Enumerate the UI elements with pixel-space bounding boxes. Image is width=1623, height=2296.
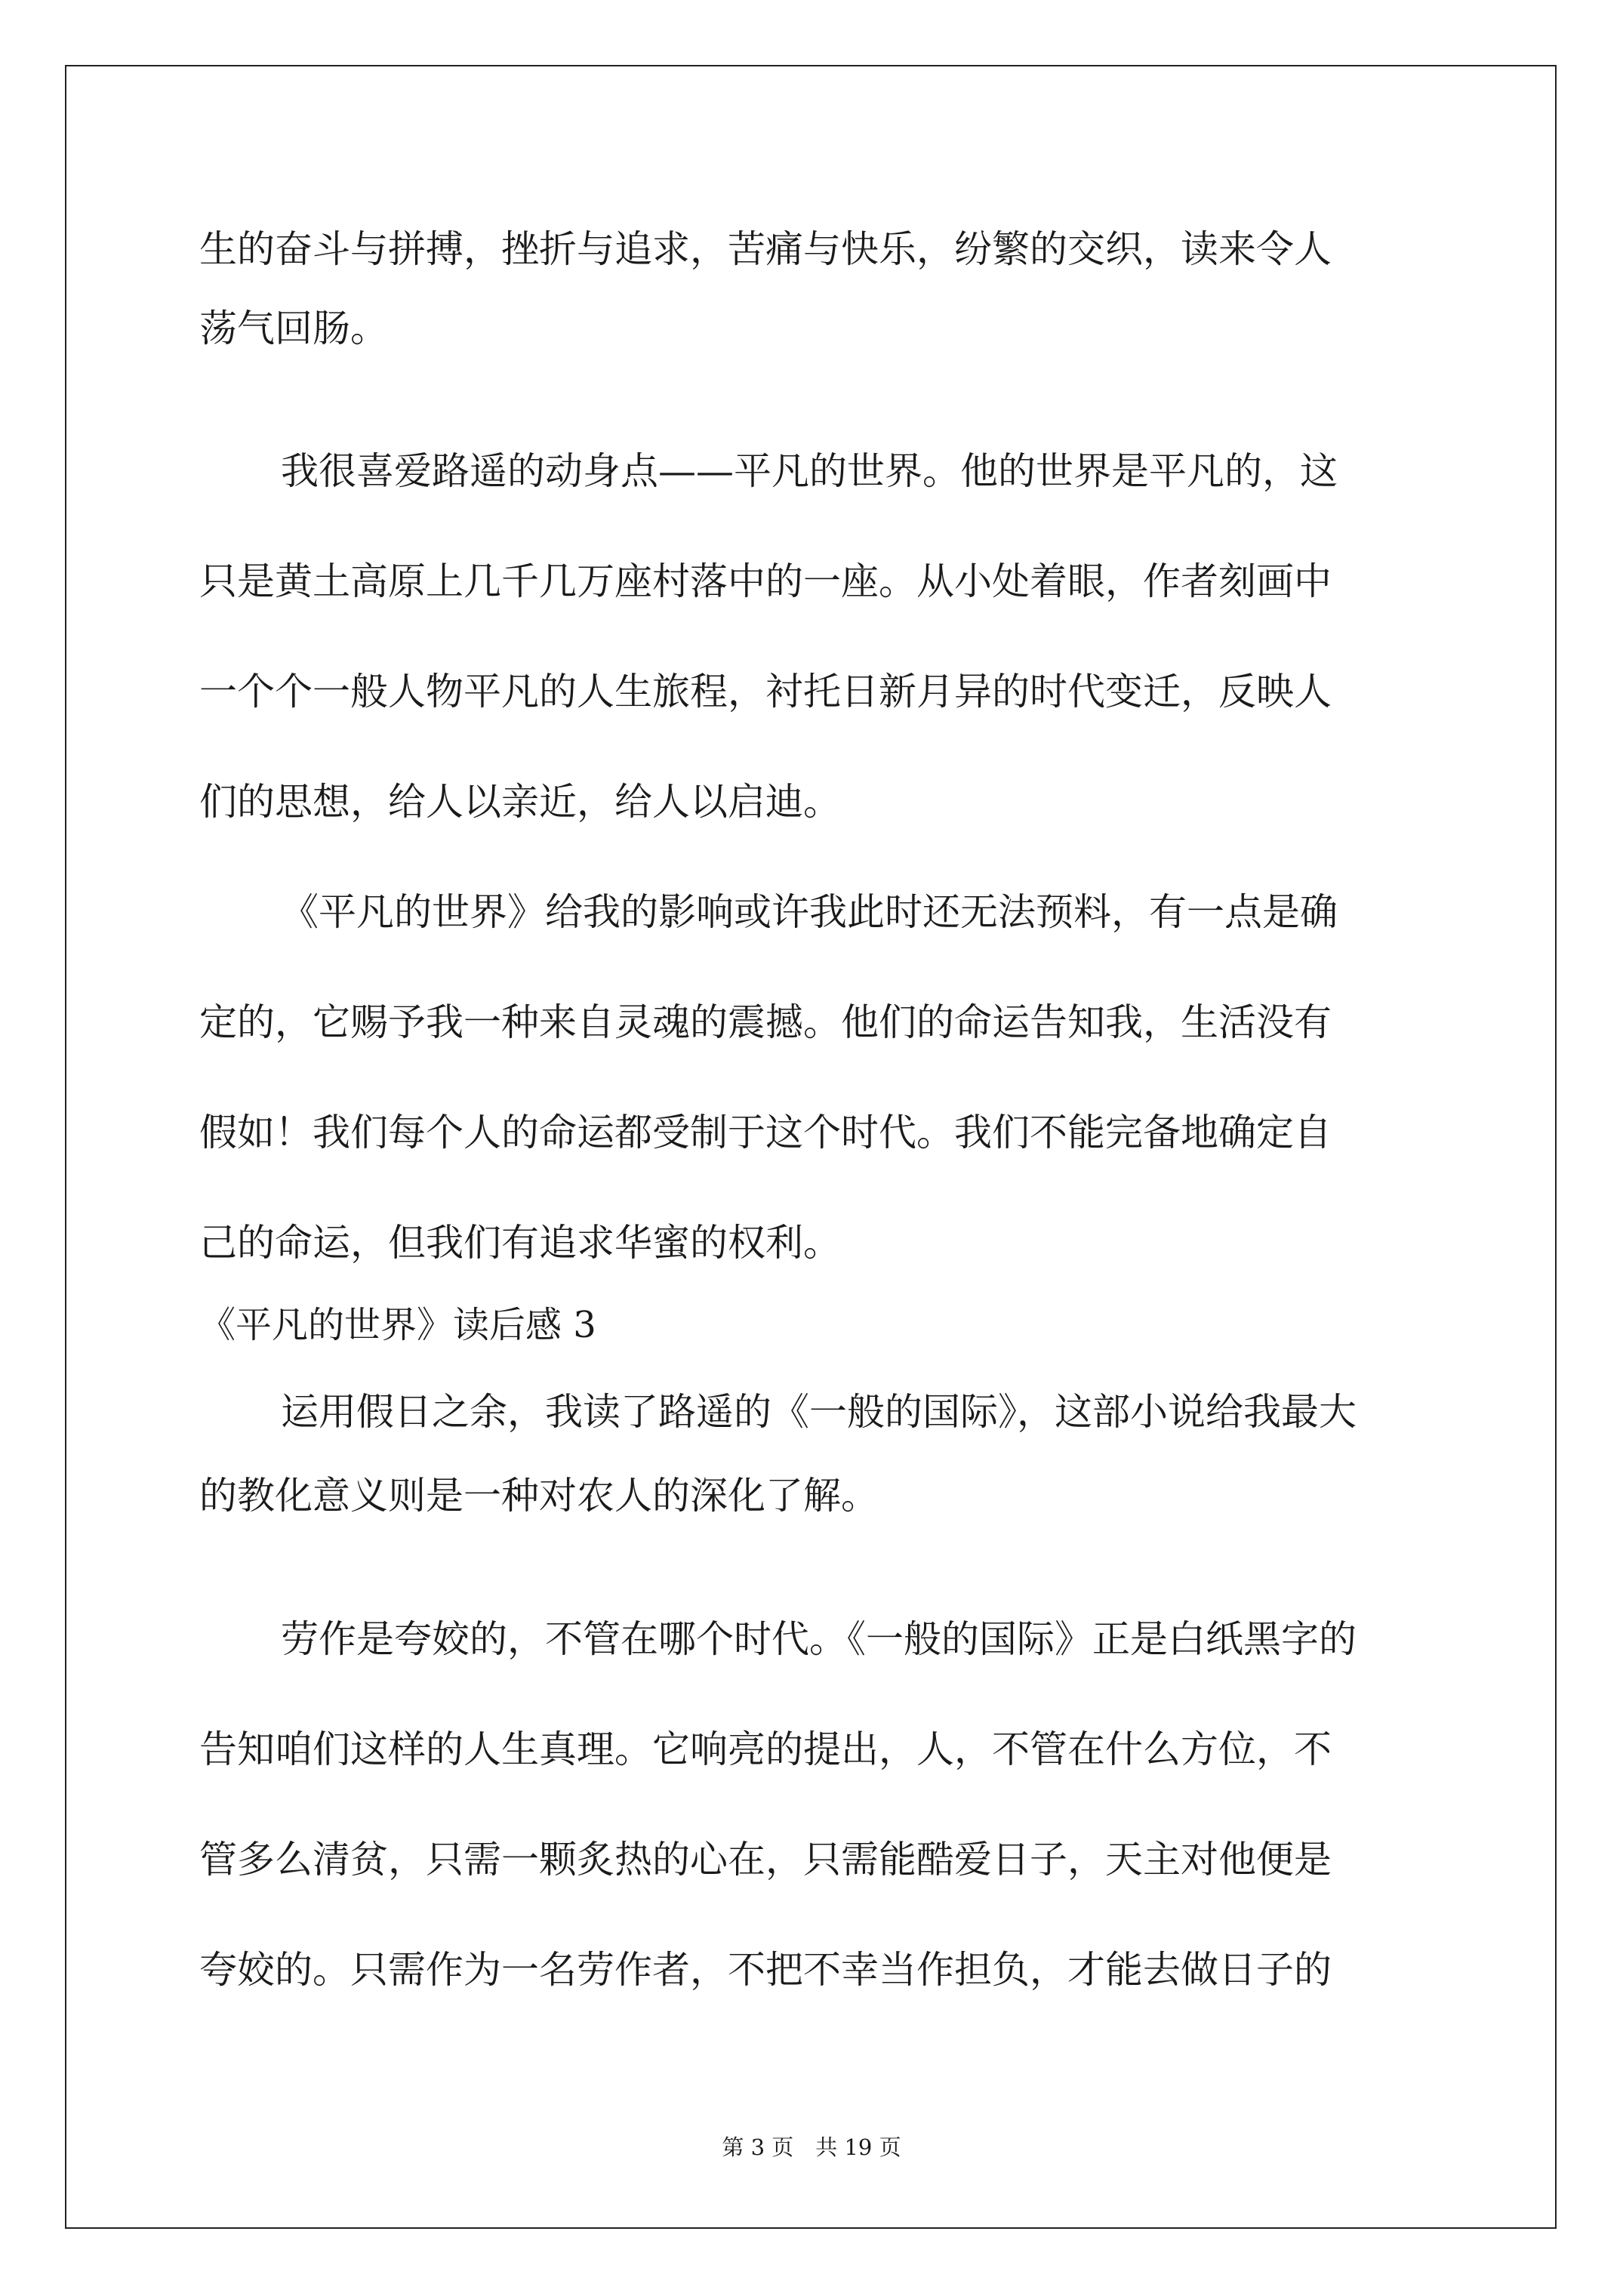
- body-line: 生的奋斗与拼搏，挫折与追求，苦痛与快乐，纷繁的交织，读来令人: [199, 227, 1332, 271]
- body-line: 假如！我们每个人的命运都受制于这个时代。我们不能完备地确定自: [199, 1111, 1332, 1154]
- body-line: 只是黄土高原上几千几万座村落中的一座。从小处着眼，作者刻画中: [199, 559, 1332, 603]
- body-line: 《平凡的世界》给我的影响或许我此时还无法预料，有一点是确: [281, 890, 1338, 934]
- body-line: 己的命运，但我们有追求华蜜的权利。: [199, 1221, 841, 1265]
- body-line: 的教化意义则是一种对农人的深化了解。: [199, 1474, 879, 1518]
- body-line: 们的思想，给人以亲近，给人以启迪。: [199, 780, 841, 824]
- section-heading: 《平凡的世界》读后感 3: [199, 1304, 596, 1346]
- body-line: 一个个一般人物平凡的人生旅程，衬托日新月异的时代变迁，反映人: [199, 670, 1332, 713]
- body-line: 荡气回肠。: [199, 307, 388, 350]
- body-line: 我很喜爱路遥的动身点——平凡的世界。他的世界是平凡的，这: [281, 449, 1338, 493]
- body-line: 夸姣的。只需作为一名劳作者，不把不幸当作担负，才能去做日子的: [199, 1948, 1332, 1992]
- body-line: 定的，它赐予我一种来自灵魂的震撼。他们的命运告知我，生活没有: [199, 1000, 1332, 1044]
- body-line: 告知咱们这样的人生真理。它响亮的提出，人，不管在什么方位，不: [199, 1727, 1332, 1771]
- body-line: 管多么清贫，只需一颗炙热的心在，只需能酷爱日子，天主对他便是: [199, 1838, 1332, 1881]
- body-line: 劳作是夸姣的，不管在哪个时代。《一般的国际》正是白纸黑字的: [281, 1617, 1357, 1661]
- body-line: 运用假日之余，我读了路遥的《一般的国际》，这部小说给我最大: [281, 1390, 1357, 1434]
- page-number: 第 3 页 共 19 页: [722, 2134, 901, 2160]
